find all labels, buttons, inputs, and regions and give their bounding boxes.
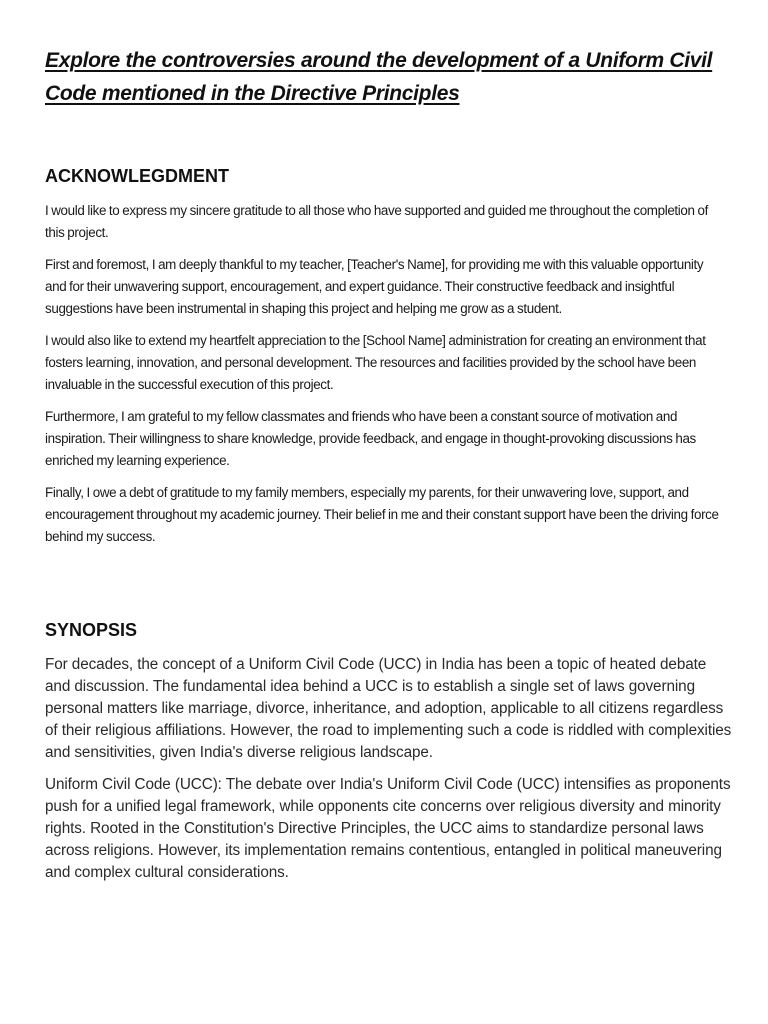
synopsis-paragraph: For decades, the concept of a Uniform Civil Code (UCC) in India has been a topic of heated debate and discussion. The fundamental idea behind a UCC is to establish a single set of laws governing personal matters like marriage, divorce, inheritance, and adoption, applicable to all citizens regardless of their religious affiliations. However, the road to implementing such a code is riddled with complexities and sensitivities, given India's diverse religious landscape. bbox=[45, 656, 732, 761]
acknowledgment-paragraph: I would like to express my sincere gratitude to all those who have supported and guided me throughout the completion of this project. bbox=[45, 203, 708, 240]
acknowledgment-paragraph: First and foremost, I am deeply thankful to my teacher, [Teacher's Name], for providing me with this valuable opportunity and for their unwavering support, encouragement, and expert guidance. Their constructive feedback and insightful suggestions have been instrumental in shaping this project and helping me grow as a student. bbox=[45, 257, 704, 316]
acknowledgment-section bbox=[45, 200, 725, 558]
acknowledgment-paragraph: Furthermore, I am grateful to my fellow classmates and friends who have been a constant source of motivation and inspiration. Their willingness to share knowledge, provide feedback, and engage in thought-provoking discussions has enriched my learning experience. bbox=[45, 409, 696, 468]
synopsis-heading: SYNOPSIS bbox=[45, 620, 138, 640]
acknowledgment-heading: ACKNOWLEGDMENT bbox=[45, 166, 229, 186]
acknowledgment-paragraph: I would also like to extend my heartfelt appreciation to the [School Name] administration for creating an environment that fosters learning, innovation, and personal development. The resources and facilities provided by the school have been invaluable in the successful execution of this project. bbox=[45, 333, 706, 392]
synopsis-paragraph: Uniform Civil Code (UCC): The debate over India's Uniform Civil Code (UCC) intensifies as proponents push for a unified legal framework, while opponents cite concerns over religious diversity and minority rights. Rooted in the Constitution's Directive Principles, the UCC aims to standardize personal laws across religions. However, its implementation remains contentious, entangled in political maneuvering and complex cultural considerations. bbox=[45, 776, 731, 881]
acknowledgment-paragraph: Finally, I owe a debt of gratitude to my family members, especially my parents, for their unwavering love, support, and encouragement throughout my academic journey. Their belief in me and their constant support have been the driving force behind my success. bbox=[45, 485, 719, 544]
document-title: Explore the controversies around the development of a Uniform Civil Code mentioned in the Directive Principles bbox=[45, 49, 713, 105]
synopsis-section bbox=[45, 654, 735, 894]
